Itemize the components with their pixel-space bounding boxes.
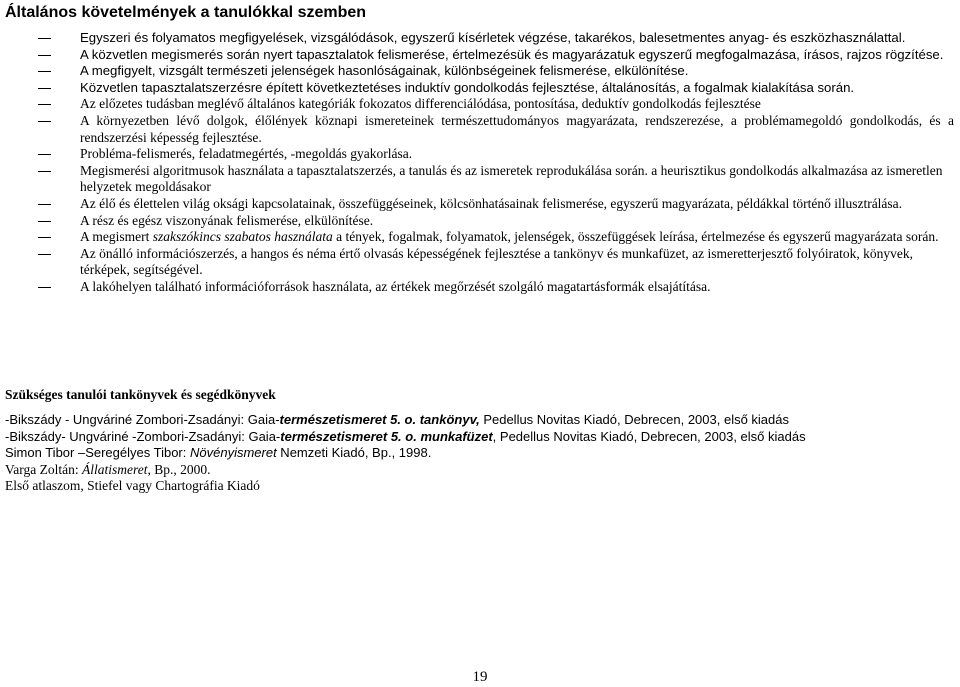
list-item-text-before: A megismert [80, 229, 153, 245]
book-authors: Simon Tibor –Seregélyes Tibor: [5, 445, 190, 460]
book-authors: -Bikszády - Ungváriné Zombori-Zsadányi: Gaia- [5, 412, 280, 427]
list-item-text: Az élő és élettelen világ oksági kapcsolatainak, összefüggéseinek, kölcsönhatásainak felismerése, egyszerű magyarázata, példákkal történő illusztrálása. [80, 195, 903, 211]
list-item-text: Közvetlen tapasztalatszerzésre épített következtetéses induktív gondolkodás fejlesztése, általánosítás, a fogalmak kialakítása során. [80, 79, 855, 95]
list-item [0, 279, 960, 296]
list-item [0, 47, 960, 64]
list-item-text: A rész és egész viszonyának felismerése, elkülönítése. [80, 212, 374, 228]
list-item [0, 246, 960, 279]
book-publisher: Nemzeti Kiadó, Bp., 1998. [276, 445, 432, 460]
book-title: Növényismeret [189, 445, 277, 460]
list-item [0, 63, 960, 80]
list-item [0, 80, 960, 97]
dash-bullet [38, 71, 51, 72]
list-item [0, 30, 960, 47]
list-item [0, 196, 960, 213]
books-heading: Szükséges tanulói tankönyvek és segédkönyvek [5, 387, 276, 402]
book-title: természetismeret 5. o. tankönyv, [279, 412, 480, 427]
book-publisher: , Bp., 2000. [147, 461, 211, 477]
book-title: Állatismeret [81, 461, 148, 477]
dash-bullet [38, 55, 51, 56]
list-item-text: Megismerési algoritmusok használata a tapasztalatszerzés, a tanulás és az ismeretek reprodukálása során. a heurisztikus gondolkodás alkalmazása az ismeretlen helyzetek megoldásakor [80, 162, 943, 195]
book-entry [0, 445, 806, 462]
book-authors: Varga Zoltán: [5, 461, 82, 477]
book-authors: -Bikszády- Ungváriné -Zombori-Zsadányi: Gaia- [5, 428, 281, 444]
list-item-text: A megfigyelt, vizsgált természeti jelenségek hasonlóságainak, különbségeinek felismerése, elkülönítése. [80, 63, 689, 79]
book-entry [0, 429, 806, 446]
list-item [0, 213, 960, 230]
book-entry [0, 412, 806, 429]
list-item [0, 146, 960, 163]
dash-bullet [38, 254, 51, 255]
list-item-text: Egyszeri és folyamatos megfigyelések, vizsgálódások, egyszerű kísérletek végzése, takarékos, balesetmentes anyag- és eszközhasználattal. [80, 30, 906, 45]
book-publisher: , Pedellus Novitas Kiadó, Debrecen, 2003, első kiadás [492, 428, 806, 444]
requirements-list [0, 30, 960, 296]
list-item-text: Az előzetes tudásban meglévő általános kategóriák fokozatos differenciálódása, pontosítása, deduktív gondolkodás fejlesztése [80, 96, 761, 112]
list-item-text: Probléma-felismerés, feladatmegértés, -megoldás gyakorlása. [80, 146, 413, 162]
book-publisher: Pedellus Novitas Kiadó, Debrecen, 2003, első kiadás [479, 412, 789, 427]
dash-bullet [38, 237, 51, 238]
dash-bullet [38, 88, 51, 89]
list-item [0, 113, 960, 146]
list-item-text-after: a tények, fogalmak, folyamatok, jelenségek, összefüggések leírása, értelmezése és egyszerű magyarázata során. [332, 229, 939, 245]
dash-bullet [38, 204, 51, 205]
list-item [0, 163, 960, 196]
book-entry [0, 462, 806, 479]
list-item-text: A környezetben lévő dolgok, élőlények köznapi ismereteinek természettudományos magyarázata, rendszerezése, a problémamegoldó gondolkodás, és a rendszerzési képesség fejlesztése. [80, 112, 954, 145]
list-item-text-italic: szakszókincs szabatos használata [152, 229, 333, 245]
list-item-text: A közvetlen megismerés során nyert tapasztalatok felismerése, értelmezésük és magyarázatuk egyszerű megfogalmazása, írásos, rajzos rögzítése. [80, 46, 944, 62]
dash-bullet [38, 171, 51, 172]
dash-bullet [38, 38, 51, 39]
list-item-text: A lakóhelyen található információforrások használata, az értékek megőrzését szolgáló magatartásformák elsajátítása. [80, 278, 711, 294]
dash-bullet [38, 154, 51, 155]
book-entry [0, 478, 806, 495]
books-list [0, 412, 806, 495]
list-item [0, 96, 960, 113]
list-item [0, 229, 960, 246]
page-number: 19 [472, 669, 488, 685]
list-item-text: Az önálló információszerzés, a hangos és néma értő olvasás képességének fejlesztése a tankönyv és munkafüzet, az ismeretterjesztő folyóiratok, könyvek, térképek, segítségével. [80, 245, 913, 278]
book-authors: Első atlaszom, Stiefel vagy Chartográfia Kiadó [5, 478, 260, 493]
dash-bullet [38, 221, 51, 222]
section-heading: Általános követelmények a tanulókkal szemben [5, 4, 367, 21]
dash-bullet [38, 104, 51, 105]
book-title: természetismeret 5. o. munkafüzet [280, 428, 493, 444]
dash-bullet [38, 121, 51, 122]
dash-bullet [38, 287, 51, 288]
